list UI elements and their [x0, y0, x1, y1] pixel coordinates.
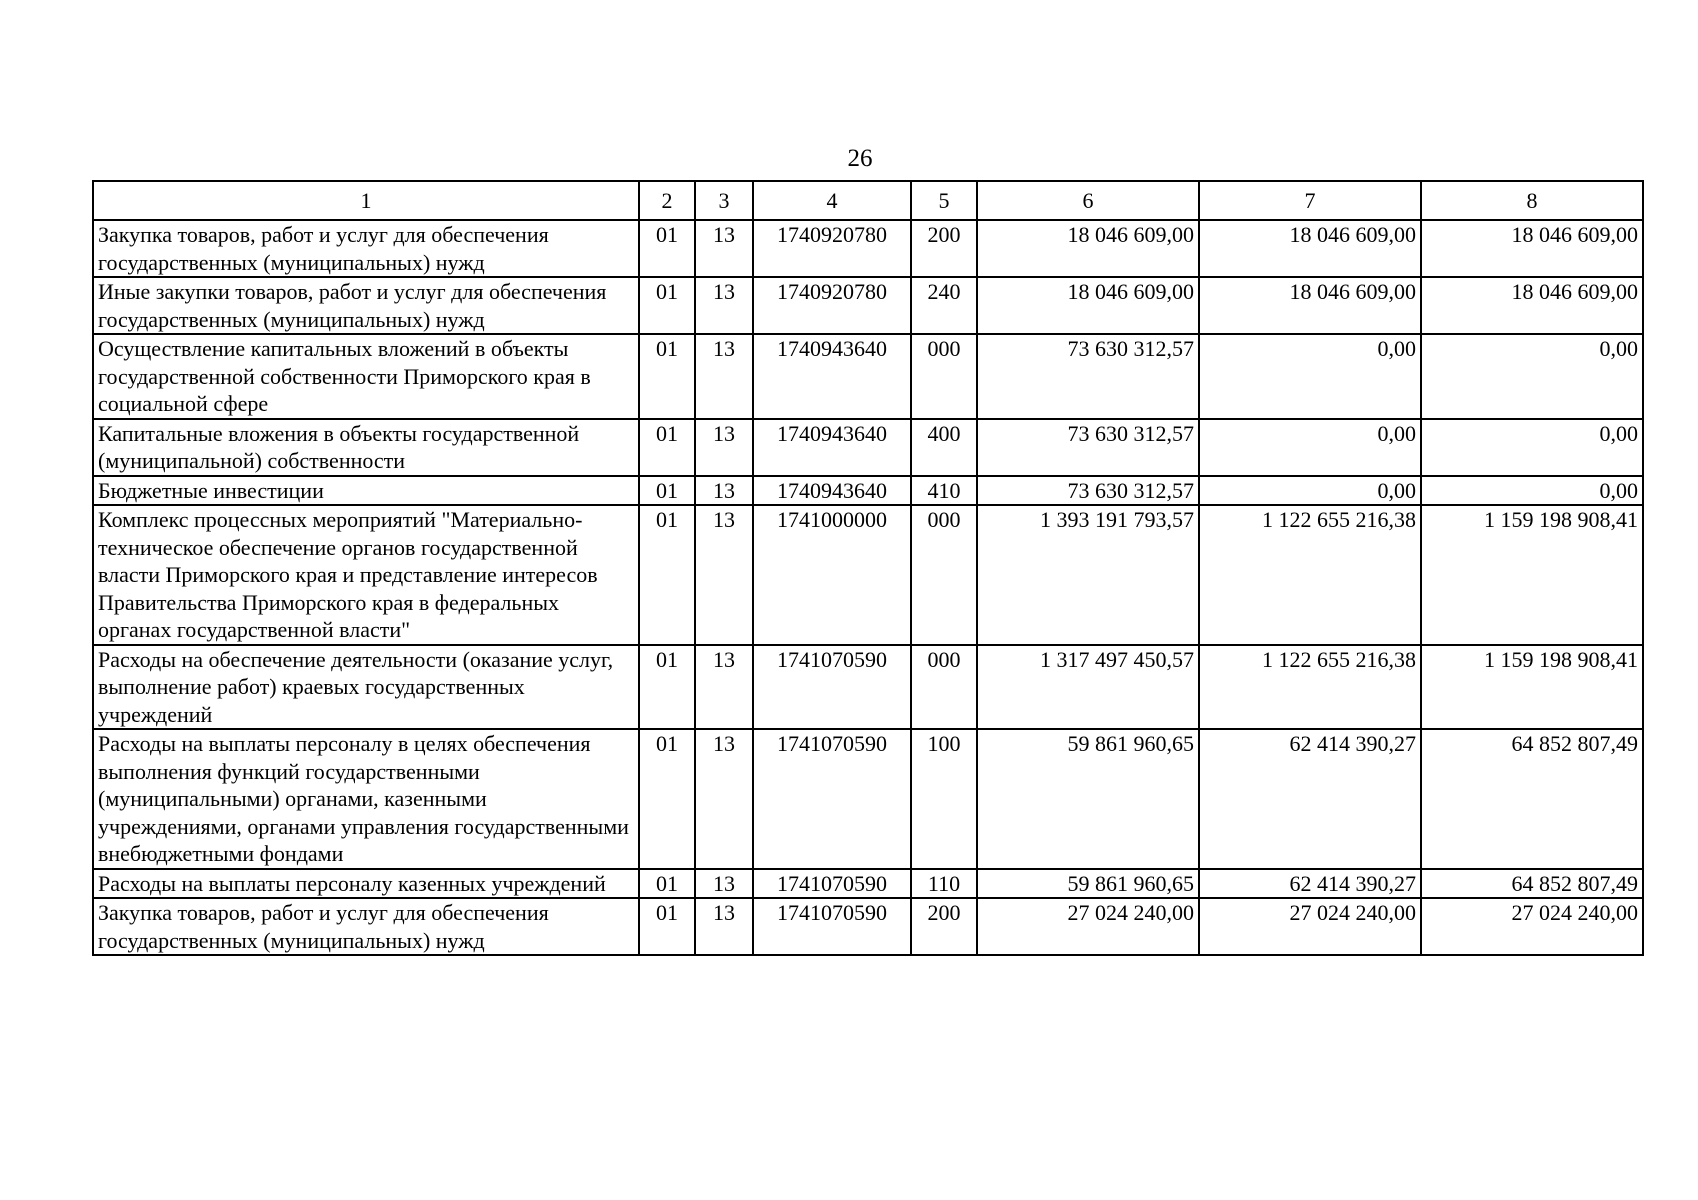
target-article-code: 1741070590 — [753, 729, 911, 869]
amount-col-6: 1 393 191 793,57 — [977, 505, 1199, 645]
amount-col-8: 0,00 — [1421, 334, 1643, 419]
column-header: 2 — [639, 181, 695, 220]
section-code: 01 — [639, 645, 695, 730]
amount-col-6: 59 861 960,65 — [977, 729, 1199, 869]
amount-col-8: 18 046 609,00 — [1421, 220, 1643, 277]
column-header: 8 — [1421, 181, 1643, 220]
section-code: 01 — [639, 505, 695, 645]
amount-col-8: 0,00 — [1421, 419, 1643, 476]
table-row — [93, 220, 1643, 277]
target-article-code: 1741070590 — [753, 898, 911, 955]
amount-col-7: 0,00 — [1199, 476, 1421, 506]
amount-col-8: 64 852 807,49 — [1421, 869, 1643, 899]
subsection-code: 13 — [695, 729, 753, 869]
expense-type-code: 000 — [911, 334, 977, 419]
column-header: 6 — [977, 181, 1199, 220]
target-article-code: 1740943640 — [753, 476, 911, 506]
expense-name: Комплекс процессных мероприятий "Материально-техническое обеспечение органов государственной власти Приморского края и представление интересов Правительства Приморского края в федеральных органах государственной власти" — [93, 505, 639, 645]
amount-col-7: 27 024 240,00 — [1199, 898, 1421, 955]
section-code: 01 — [639, 220, 695, 277]
table-row — [93, 898, 1643, 955]
subsection-code: 13 — [695, 334, 753, 419]
amount-col-6: 73 630 312,57 — [977, 334, 1199, 419]
amount-col-6: 73 630 312,57 — [977, 476, 1199, 506]
target-article-code: 1741070590 — [753, 869, 911, 899]
section-code: 01 — [639, 277, 695, 334]
expense-type-code: 000 — [911, 645, 977, 730]
table-row — [93, 334, 1643, 419]
amount-col-8: 0,00 — [1421, 476, 1643, 506]
amount-col-8: 1 159 198 908,41 — [1421, 505, 1643, 645]
section-code: 01 — [639, 729, 695, 869]
expense-name: Осуществление капитальных вложений в объекты государственной собственности Приморского края в социальной сфере — [93, 334, 639, 419]
amount-col-7: 62 414 390,27 — [1199, 729, 1421, 869]
expense-type-code: 200 — [911, 898, 977, 955]
amount-col-8: 1 159 198 908,41 — [1421, 645, 1643, 730]
expense-name: Закупка товаров, работ и услуг для обеспечения государственных (муниципальных) нужд — [93, 220, 639, 277]
column-header: 1 — [93, 181, 639, 220]
column-header: 4 — [753, 181, 911, 220]
subsection-code: 13 — [695, 869, 753, 899]
section-code: 01 — [639, 419, 695, 476]
target-article-code: 1740943640 — [753, 334, 911, 419]
expense-type-code: 100 — [911, 729, 977, 869]
section-code: 01 — [639, 869, 695, 899]
amount-col-8: 18 046 609,00 — [1421, 277, 1643, 334]
header-row — [93, 181, 1643, 220]
target-article-code: 1741070590 — [753, 645, 911, 730]
table-row — [93, 645, 1643, 730]
expense-name: Расходы на выплаты персоналу в целях обеспечения выполнения функций государственными (муниципальными) органами, казенными учреждениями, органами управления государственными внебюджетными фондами — [93, 729, 639, 869]
expense-type-code: 000 — [911, 505, 977, 645]
subsection-code: 13 — [695, 277, 753, 334]
section-code: 01 — [639, 898, 695, 955]
amount-col-6: 73 630 312,57 — [977, 419, 1199, 476]
amount-col-8: 64 852 807,49 — [1421, 729, 1643, 869]
table-row — [93, 277, 1643, 334]
expense-type-code: 410 — [911, 476, 977, 506]
expense-name: Иные закупки товаров, работ и услуг для обеспечения государственных (муниципальных) нужд — [93, 277, 639, 334]
target-article-code: 1740920780 — [753, 277, 911, 334]
subsection-code: 13 — [695, 505, 753, 645]
expense-type-code: 110 — [911, 869, 977, 899]
subsection-code: 13 — [695, 419, 753, 476]
amount-col-7: 0,00 — [1199, 419, 1421, 476]
table-row — [93, 476, 1643, 506]
subsection-code: 13 — [695, 645, 753, 730]
expense-type-code: 200 — [911, 220, 977, 277]
amount-col-7: 18 046 609,00 — [1199, 277, 1421, 334]
column-header: 3 — [695, 181, 753, 220]
expense-type-code: 240 — [911, 277, 977, 334]
amount-col-7: 1 122 655 216,38 — [1199, 505, 1421, 645]
section-code: 01 — [639, 334, 695, 419]
section-code: 01 — [639, 476, 695, 506]
table-row — [93, 505, 1643, 645]
expense-name: Расходы на обеспечение деятельности (оказание услуг, выполнение работ) краевых государственных учреждений — [93, 645, 639, 730]
target-article-code: 1740920780 — [753, 220, 911, 277]
amount-col-6: 18 046 609,00 — [977, 220, 1199, 277]
page-number: 26 — [847, 145, 873, 172]
column-header: 7 — [1199, 181, 1421, 220]
subsection-code: 13 — [695, 476, 753, 506]
subsection-code: 13 — [695, 220, 753, 277]
amount-col-7: 0,00 — [1199, 334, 1421, 419]
expense-name: Закупка товаров, работ и услуг для обеспечения государственных (муниципальных) нужд — [93, 898, 639, 955]
amount-col-6: 59 861 960,65 — [977, 869, 1199, 899]
amount-col-7: 1 122 655 216,38 — [1199, 645, 1421, 730]
expense-name: Расходы на выплаты персоналу казенных учреждений — [93, 869, 639, 899]
target-article-code: 1740943640 — [753, 419, 911, 476]
table-row — [93, 869, 1643, 899]
amount-col-7: 62 414 390,27 — [1199, 869, 1421, 899]
amount-col-6: 1 317 497 450,57 — [977, 645, 1199, 730]
amount-col-7: 18 046 609,00 — [1199, 220, 1421, 277]
table-row — [93, 729, 1643, 869]
table-row — [93, 419, 1643, 476]
amount-col-8: 27 024 240,00 — [1421, 898, 1643, 955]
budget-table — [92, 180, 1644, 956]
amount-col-6: 18 046 609,00 — [977, 277, 1199, 334]
column-header: 5 — [911, 181, 977, 220]
amount-col-6: 27 024 240,00 — [977, 898, 1199, 955]
expense-name: Бюджетные инвестиции — [93, 476, 639, 506]
subsection-code: 13 — [695, 898, 753, 955]
expense-type-code: 400 — [911, 419, 977, 476]
target-article-code: 1741000000 — [753, 505, 911, 645]
expense-name: Капитальные вложения в объекты государственной (муниципальной) собственности — [93, 419, 639, 476]
